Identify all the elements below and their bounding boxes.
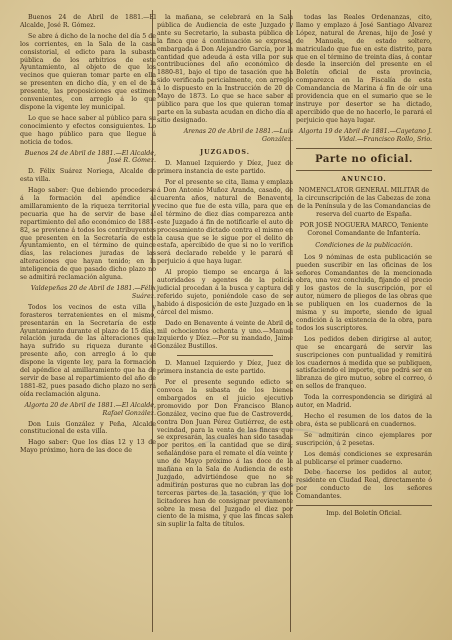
left-col-paragraph: Se abre á dicho de la noche del día 5 de los corrientes, en la Sala de la casa consistorial, el edicto para la subasta pública de los arbitrios de este Ayuntamiento, al objeto de que los vecinos que quieran tomar parte en ella se presenten en dicho día, y en el de la presente, las proposiciones que estimen convenientes, con arreglo á lo que dispone la vigente ley municipal.	[20, 32, 156, 111]
left-col-paragraph: Algorta 20 de Abril de 1881.—El Alcalde, Rafael González.	[24, 401, 156, 417]
right-col-paragraph: NOMENCLATOR GENERAL MILITAR de la circunscripción de las Cabezas de zona de la Península y de las Comandancias de reserva del cuarto de España.	[297, 187, 431, 219]
right-col-paragraph: Hecho el resumen de los datos de la obra, ésta se publicará en cuadernos.	[296, 412, 432, 428]
left-col-paragraph: Buenos 24 de Abril de 1881.—El Alcalde, José R. Gómez.	[24, 149, 156, 165]
conditions-heading: Condiciones de la publicación.	[315, 241, 413, 249]
printer-footer: Imp. del Boletín Oficial.	[326, 510, 402, 518]
mid-col-paragraph: Al propio tiempo se encarga á las autoridades y agentes de la policía judicial procedan á la busca y captura del referido sujeto, poniéndole caso de ser habido á disposición de este Juzgado en la cárcel del mismo.	[157, 269, 293, 316]
mid-col-paragraph: Arenas 20 de Abril de 1881.—Luis González.	[183, 127, 293, 143]
mid-col-paragraph: D. Manuel Izquierdo y Díez, Juez de primera instancia de este partido.	[157, 360, 293, 376]
column-right	[296, 14, 432, 634]
divider	[296, 148, 432, 149]
mid-col-paragraph: Dado en Benavente á veinte de Abril de mil ochocientos ochenta y uno.—Manuel Izquierdo y Díez.—Por su mandado, Jaime González Bustillos.	[157, 319, 293, 351]
left-col-paragraph: Valdepeñas 20 de Abril de 1881.—Félix Suárez.	[30, 285, 156, 300]
left-col-paragraph: D. Félix Suárez Noriega, Alcalde de esta villa.	[20, 168, 156, 184]
left-col-paragraph: Hago saber: Que los días 12 y 13 de Mayo próximo, hora de las doce de	[20, 439, 156, 455]
right-col-paragraph: Los pedidos deben dirigirse al autor, que se encargará de servir las suscripciones con puntualidad y remitirá los cuadernos á medida que se publiquen, satisfaciendo el importe, que podrá ser en libranza de giro mutuo, sobre el correo, ó en sellos de franqueo.	[296, 335, 432, 391]
right-col-paragraph: Se admitirán cinco ejemplares por suscripción, á 2 pesetas.	[296, 431, 432, 447]
right-col-paragraph: POR JOSÉ NOGUERA MARCO, Teniente Coronel Comandante de Infantería.	[299, 222, 429, 237]
mid-col-paragraph: Por el presente segundo edicto se convoca la subasta de los bienes embargados en el juicio ejecutivo promovido por Don Francisco Blanco González, vecino que fue de Castroverde, contra Don Juan Pérez Gutiérrez, de esta vecindad, para la venta de las fincas que se expresarán, las cuales han sido tasadas por peritos en la cantidad que se dirá; señalándose para el remate el día veinte y uno de Mayo próximo á las doce de la mañana en la Sala de Audiencia de este Juzgado, advirtiéndose que no se admitirán posturas que no cubran las dos terceras partes de la tasación, y que los licitadores han de consignar previamente sobre la mesa del Juzgado el diez por ciento de la misma, y que las fincas salen sin suplir la falta de títulos.	[157, 379, 293, 529]
column-left	[20, 14, 156, 634]
right-col-paragraph: Debe hacerse los pedidos al autor, residente en Ciudad Real, directamente ó por conducto de los señores Comandantes.	[296, 469, 432, 501]
column-middle	[157, 14, 293, 634]
mid-col-paragraph: la mañana, se celebrará en la Sala pública de Audiencia de este Juzgado y ante su Secretario, la subasta pública de la finca que á continuación se expresa, embargada á Don Alejandro García, por la cantidad que adeuda á esta villa por sus contribuciones del año económico de 1880-81, bajo el tipo de tasación que ha sido verificada pericialmente, con arreglo á lo dispuesto en la Instrucción de 20 de Mayo de 1873. Lo que se hace saber al público para que los que quieran tomar parte en la subasta acudan en dicho día al sitio designado.	[157, 14, 293, 124]
left-col-paragraph: Don Luis González y Peña, Alcalde constitucional de esta villa.	[20, 420, 156, 436]
left-col-paragraph: Hago saber: Que debiendo procederse á la formación del apéndice al amillaramiento de la riqueza territorial y pecuaria que ha de servir de base al repartimiento del año económico de 1881-82, se previene á todos los contribuyentes que presenten en la Secretaría de este Ayuntamiento, en el término de quince días, las relaciones juradas de las alteraciones que hayan tenido; en la inteligencia de que pasado dicho plazo no se admitirá reclamación alguna.	[20, 187, 156, 282]
right-col-paragraph: Los demás condiciones se expresarán al publicarse el primer cuaderno.	[296, 450, 432, 466]
divider	[296, 505, 432, 506]
right-col-paragraph: todas las Reales Ordenanzas, cito, llamo y emplazo á José Santiago Alvarez López, natural de Arenas, hijo de José y de Manuela, de estado soltero, matriculado que fue en este distrito, para que en el término de treinta días, á contar desde la inserción del presente en el Boletín oficial de esta provincia, comparezca en la Fiscalía de esta Comandancia de Marina á fin de oír una providencia que en el sumario que se le instruye por desertor se ha dictado, apercibido que de no hacerlo, le parará el perjuicio que haya lugar.	[296, 14, 432, 124]
right-col-paragraph: Los 9 nóminas de esta publicación se pueden suscribir en las oficinas de los señores Comandantes de la mencionada obra, una vez concluida, fijando el precio y los gastos de la suscripción, por el autor, número de pliegos de las obras que se publiquen en los cuadernos de la misma y su importe, siendo de igual condición á la existencia de la obra, para todos los suscriptores.	[296, 253, 432, 332]
divider	[177, 355, 273, 356]
divider	[296, 170, 432, 171]
left-col-paragraph: Buenos 24 de Abril de 1881.—El Alcalde, José R. Gómez.	[20, 14, 156, 29]
left-col-paragraph: Lo que se hace saber al público para su conocimiento y efectos consiguientes. Lo que hago público para que llegue á noticia de todos.	[20, 114, 156, 146]
mid-col-paragraph: D. Manuel Izquierdo y Díez, Juez de primera instancia de este partido.	[157, 160, 293, 176]
right-col-paragraph: Algorta 19 de Abril de 1881.—Cayetano J. Vidal.—Francisco Rollo, Srio.	[298, 127, 432, 143]
left-col-paragraph: Todos los vecinos de esta villa y forasteros terratenientes en el mismo, presentarán en la Secretaría de este Ayuntamiento durante el plazo de 15 días, relación jurada de las alteraciones que haya sufrido su riqueza durante el presente año, con arreglo á lo que dispone la vigente ley, para la formación del apéndice al amillaramiento que ha de servir de base al repartimiento del año de 1881-82, pues pasado dicho plazo no será oída reclamación alguna.	[20, 303, 156, 398]
section-heading-juzgados: JUZGADOS.	[200, 148, 250, 156]
section-heading-parte-no-oficial: Parte no oficial.	[315, 153, 413, 165]
anuncio-heading: ANUNCIO.	[341, 175, 387, 183]
right-col-paragraph: Toda la correspondencia se dirigirá al autor, en Madrid.	[296, 394, 432, 410]
mid-col-paragraph: Por el presente se cita, llama y emplaza á Don Antonio Muñoz Aranda, casado, de cuarenta años, natural de Benavente, vecino que fue de esta villa, para que en el término de diez días comparezca ante este Juzgado á fin de notificarle el auto de procesamiento dictado contra el mismo en la causa que se le sigue por el delito de estafa, apercibido de que si no lo verifica será declarado rebelde y le parará el perjuicio á que haya lugar.	[157, 179, 294, 266]
